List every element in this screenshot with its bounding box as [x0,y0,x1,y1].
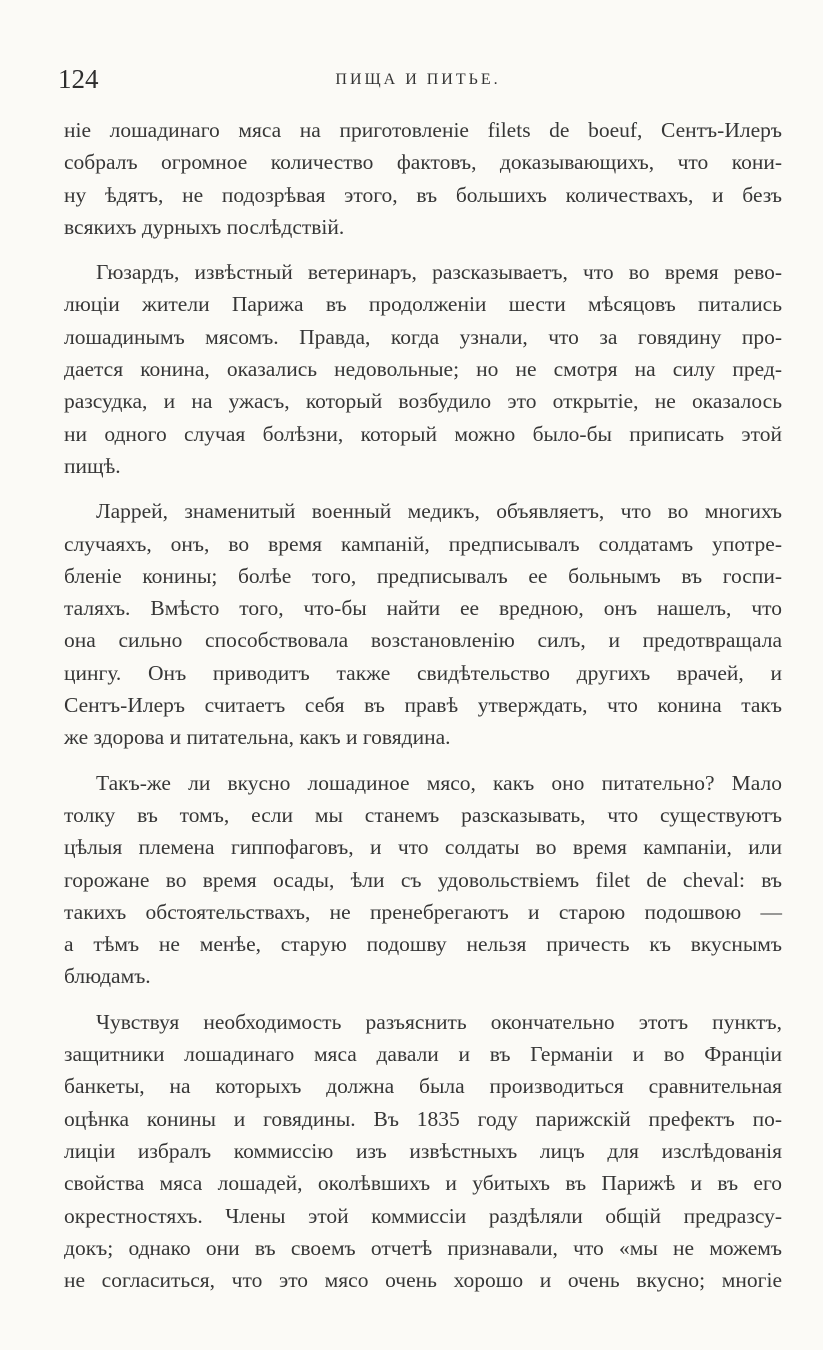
text-line: банкеты, на которыхъ должна была производиться сравнительная [64,1074,782,1099]
text-line: случаяхъ, онъ, во время кампаній, предписывалъ солдатамъ употре- [64,531,782,556]
paragraph-continuation [64,114,782,243]
paragraph-larrey [64,495,782,753]
paragraph-taste [64,767,782,993]
text-line: Гюзардъ, извѣстный ветеринаръ, разсказываетъ, что во время рево- [96,260,782,285]
text-line: ну ѣдятъ, не подозрѣвая этого, въ большихъ количествахъ, и безъ [64,182,782,207]
text-line: Такъ-же ли вкусно лошадиное мясо, какъ оно питательно? Мало [96,770,782,795]
text-line: а тѣмъ не менѣе, старую подошву нельзя причесть къ вкуснымъ [64,932,782,957]
text-line: таляхъ. Вмѣсто того, что-бы найти ее вредною, онъ нашелъ, что [64,596,782,621]
text-line: бленіе конины; болѣе того, предписывалъ ее больнымъ въ госпи- [64,563,782,588]
text-line: цѣлыя племена гиппофаговъ, и что солдаты во время кампаніи, или [64,835,782,860]
text-line: ни одного случая болѣзни, который можно было-бы приписать этой [64,421,782,446]
text-line: свойства мяса лошадей, околѣвшихъ и убитыхъ въ Парижѣ и въ его [64,1171,782,1196]
text-line: Ларрей, знаменитый военный медикъ, объявляетъ, что во многихъ [96,499,782,524]
text-line: Сентъ-Илеръ считаетъ себя въ правѣ утверждать, что конина такъ [64,693,782,718]
text-line: Чувствуя необходимость разъяснить окончательно этотъ пунктъ, [96,1009,782,1034]
body-text [64,114,782,1296]
running-title: ПИЩА И ПИТЬЕ. [335,71,501,88]
text-line: лошадинымъ мясомъ. Правда, когда узнали, что за говядину про- [64,324,782,349]
text-line: же здорова и питательна, какъ и говядина. [64,725,451,750]
text-line: дается конина, оказались недовольные; но не смотря на силу пред- [64,357,782,382]
text-line: толку въ томъ, если мы станемъ разсказывать, что существуютъ [64,802,782,827]
text-line: не согласиться, что это мясо очень хорошо и очень вкусно; многіе [64,1268,782,1293]
text-line: цингу. Онъ приводитъ также свидѣтельство другихъ врачей, и [64,660,782,685]
page-number: 124 [58,64,99,94]
text-line: люціи жители Парижа въ продолженіи шести мѣсяцовъ питались [64,292,782,317]
text-line: защитники лошадинаго мяса давали и въ Германіи и во Франціи [64,1042,782,1067]
text-line: всякихъ дурныхъ послѣдствій. [64,214,345,239]
text-line: собралъ огромное количество фактовъ, доказывающихъ, что кони- [64,150,782,175]
paragraph-commission [64,1006,782,1297]
text-line: пищѣ. [64,453,121,478]
text-line: докъ; однако они въ своемъ отчетѣ признавали, что «мы не можемъ [64,1235,782,1260]
text-line: такихъ обстоятельствахъ, не пренебрегаютъ и старою подошвою — [64,899,782,924]
text-line: ніе лошадинаго мяса на приготовленіе filets de boeuf, Сентъ-Илеръ [64,118,782,142]
text-line: она сильно способствовала возстановленію силъ, и предотвращала [64,628,782,653]
paragraph-guzard [64,256,782,482]
text-line: разсудка, и на ужасъ, который возбудило это открытіе, не оказалось [64,389,782,414]
text-line: окрестностяхъ. Члены этой коммиссіи раздѣляли общій предразсу- [64,1203,782,1228]
text-line: блюдамъ. [64,964,151,989]
text-line: горожане во время осады, ѣли съ удовольствіемъ filet de cheval: въ [64,867,782,892]
running-head [58,62,778,96]
text-line: лиціи избралъ коммиссію изъ извѣстныхъ лицъ для изслѣдованія [64,1138,782,1163]
text-line: оцѣнка конины и говядины. Въ 1835 году парижскій префектъ по- [64,1106,782,1131]
